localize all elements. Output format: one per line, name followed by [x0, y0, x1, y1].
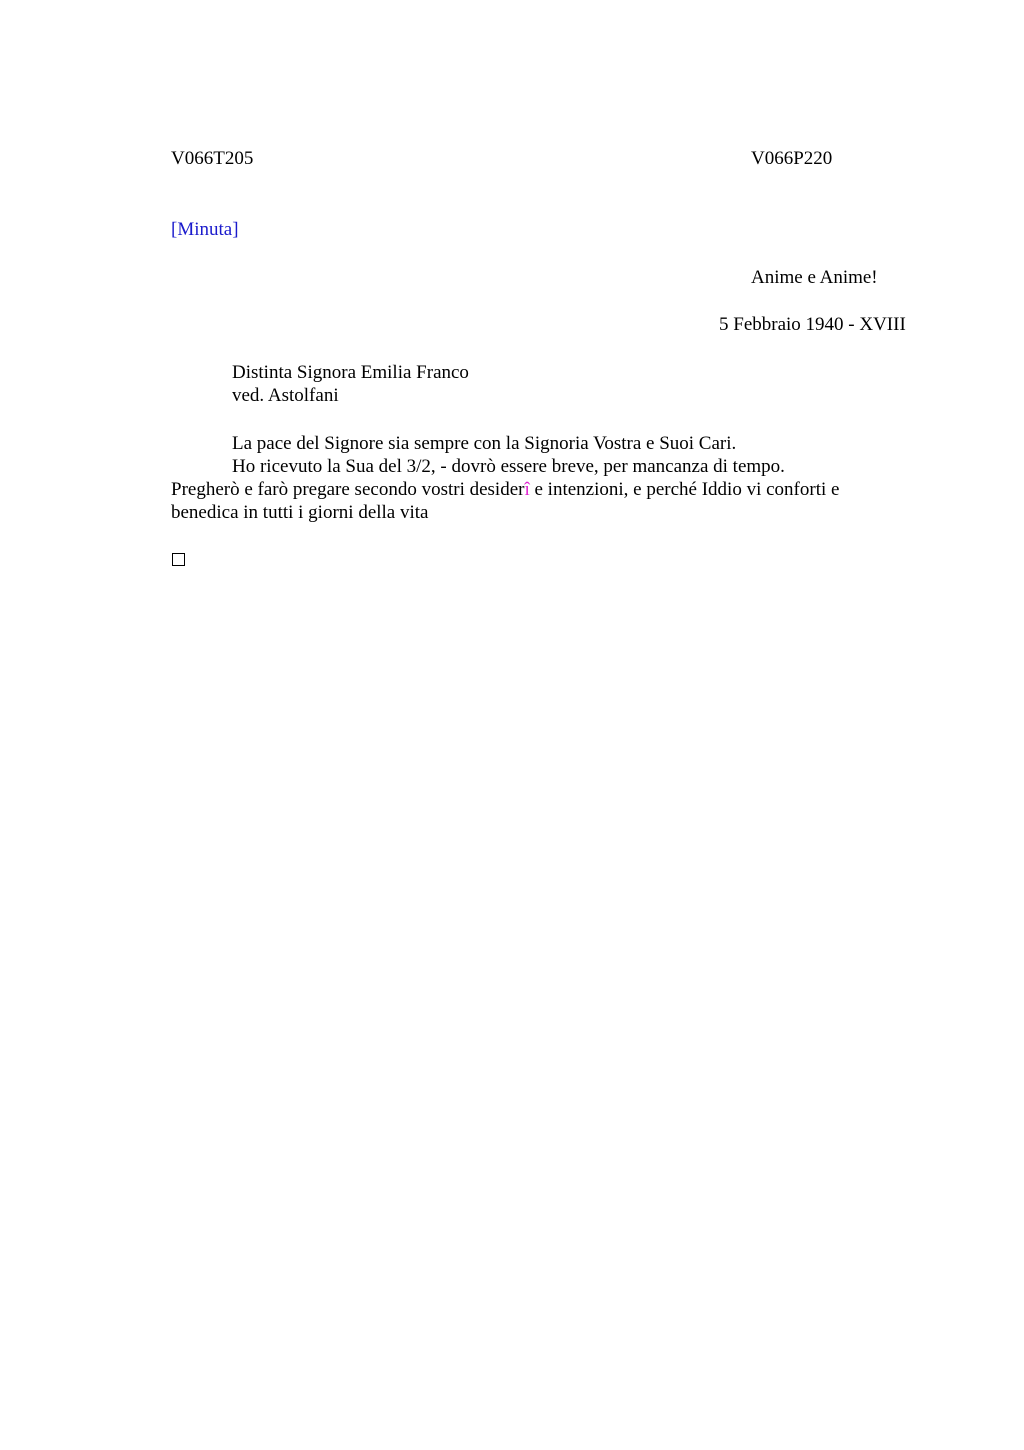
body-prayer-text-start: Pregherò e farò pregare secondo vostri desider [171, 479, 525, 500]
document-code-right: V066P220 [751, 148, 833, 169]
body-receipt-line: Ho ricevuto la Sua del 3/2, - dovrò essere breve, per mancanza di tempo. [232, 456, 785, 477]
minuta-label: [Minuta] [171, 219, 239, 240]
addressee-block [232, 361, 469, 407]
square-outline-icon [172, 553, 185, 566]
letter-date: 5 Febbraio 1940 - XVIII [719, 314, 906, 335]
document-code-left: V066T205 [171, 148, 254, 169]
letter-motto: Anime e Anime! [751, 267, 878, 288]
addressee-name: Distinta Signora Emilia Franco [232, 362, 469, 383]
letter-body [171, 432, 911, 524]
body-prayer-paragraph [171, 478, 911, 524]
addressee-subtitle: ved. Astolfani [232, 385, 339, 406]
body-highlighted-char: î [524, 479, 530, 500]
body-prayer-text-end: e intenzioni, e perché Iddio vi conforti e benedica in tutti i giorni della vita [171, 479, 840, 523]
body-greeting: La pace del Signore sia sempre con la Signoria Vostra e Suoi Cari. [232, 433, 737, 454]
